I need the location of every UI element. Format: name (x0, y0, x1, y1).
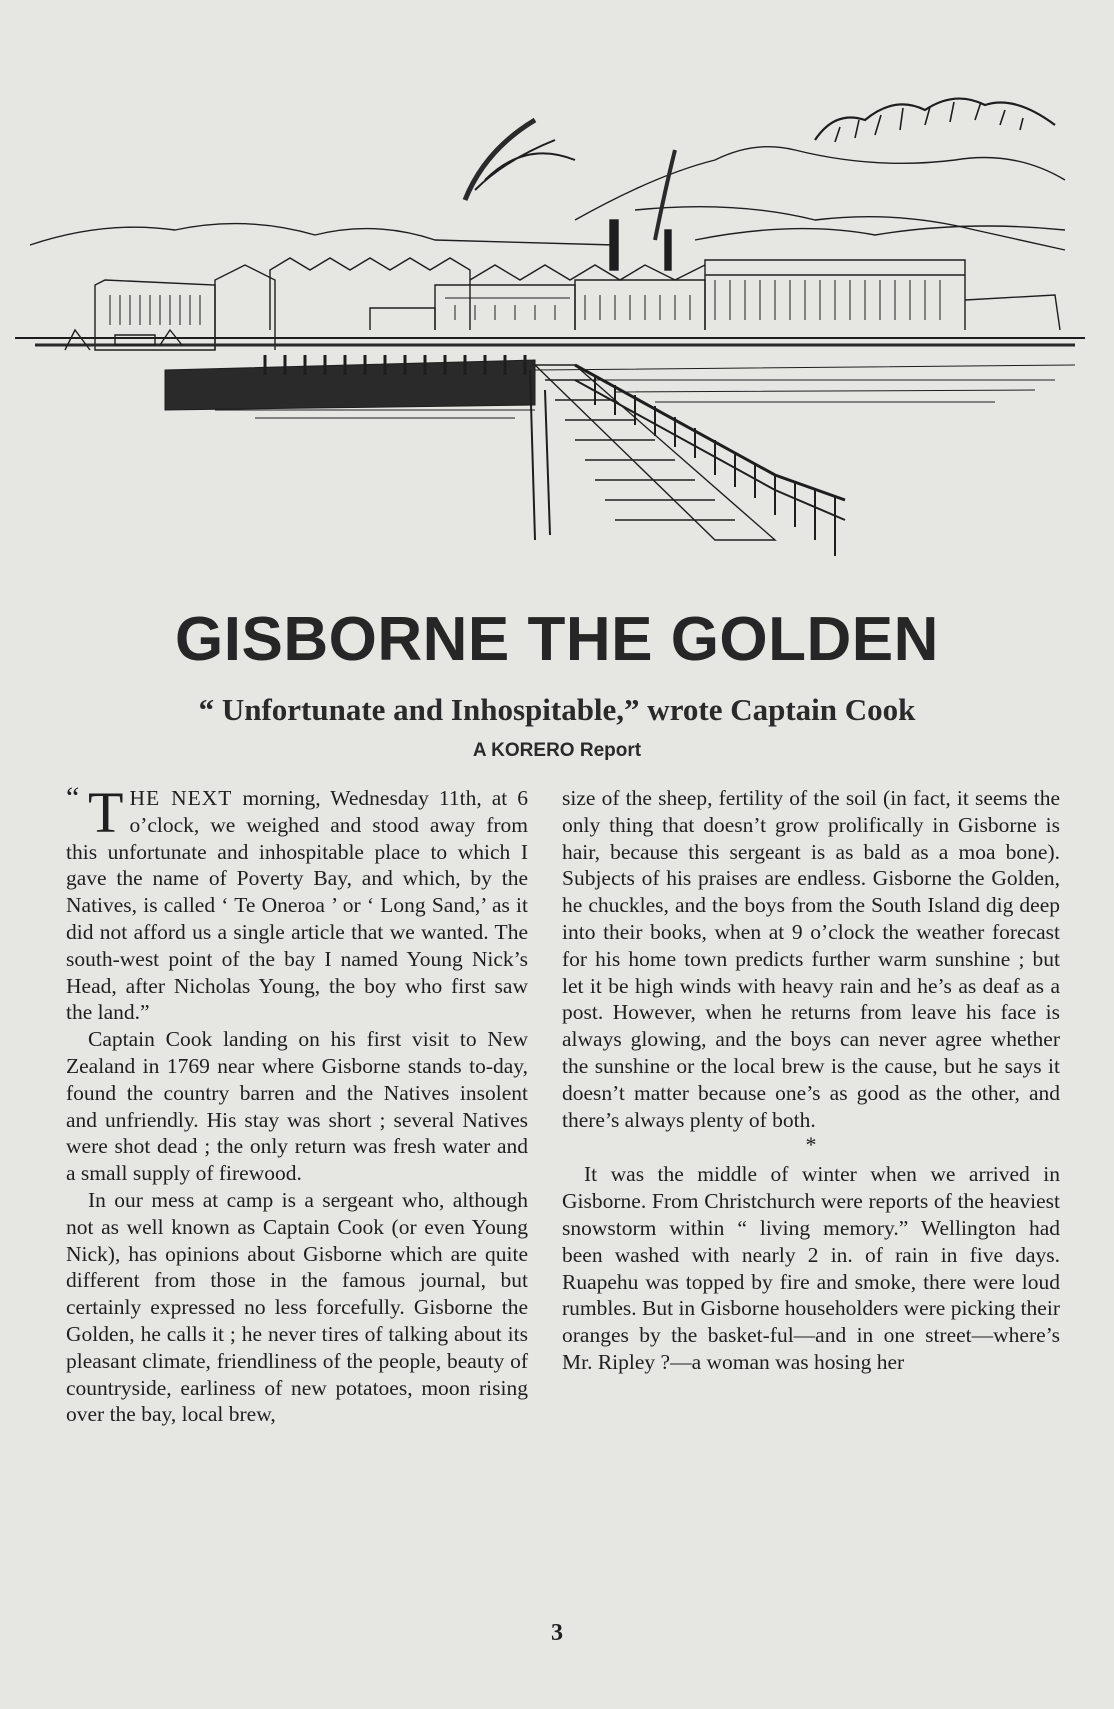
paragraph: In our mess at camp is a sergeant who, although not as well known as Captain Cook (or even Young Nick), has opinions about Gisborne which are quite different from those in the famous journal, but certainly expressed no less forcefully. Gisborne the Golden, he calls it ; he never tires of talking about its pleasant climate, friendliness of the people, beauty of countryside, earliness of new potatoes, moon rising over the bay, local brew, (66, 1187, 528, 1427)
opening-text: morning, Wednesday 11th, at 6 o’clock, we weighed and stood away from this unfortunate and inhospitable place to which I gave the name of Poverty Bay, and which, by the Natives, is called ‘ Te Oneroa ’ or ‘ Long Sand,’ as it did not afford us a single article that we wanted. The south-west point of the bay I named Young Nick’s Head, after Nicholas Young, the boy who first saw the land.” (66, 786, 528, 1025)
drop-cap: T (88, 780, 124, 845)
paragraph: It was the middle of winter when we arrived in Gisborne. From Christchurch were reports of the heaviest snowstorm within “ living memory.” Wellington had been washed with nearly 2 in. of rain in five days. Ruapehu was topped by fire and smoke, there were loud rumbles. But in Gisborne householders were picking their oranges by the basket-ful—and in one street—where’s Mr. Ripley ?—a woman was hosing her (562, 1162, 1060, 1374)
section-separator: * (805, 1132, 817, 1158)
paragraph: size of the sheep, fertility of the soil (in fact, it seems the only thing that doesn’t grow prolifically in Gisborne is hair, because this sergeant is as bald as a moa bone). Subjects of his praises are endless. Gisborne the Golden, he chuckles, and the boys from the South Island dig deep into their books, when at 9 o’clock the weather forecast for his home town predicts further warm sunshine ; but let it be high winds with heavy rain and he’s as deaf as a post. However, when he returns from leave his face is always glowing, and the boys can never agree whether the sunshine or the local brew is the cause, but he says it doesn’t matter because one’s as good as the other, and there’s always plenty of both. (562, 786, 1060, 1132)
opening-small-caps: HE NEXT (129, 786, 233, 810)
opening-quote-mark: “ (66, 781, 80, 814)
page-number: 3 (551, 1620, 563, 1646)
waterfront-illustration (15, 80, 1085, 620)
paragraph: Captain Cook landing on his first visit to New Zealand in 1769 near where Gisborne stands to-day, found the country barren and the Natives insolent and unfriendly. His stay was short ; several Natives were shot dead ; the only return was fresh water and a small supply of firewood. (66, 1027, 528, 1186)
article-byline: A KORERO Report (472, 740, 642, 761)
left-column (66, 780, 528, 1428)
opening-paragraph (66, 780, 528, 1026)
article-subtitle: “ Unfortunate and Inhospitable,” wrote Captain Cook (198, 692, 916, 727)
right-column (562, 785, 1060, 1376)
article-title: GISBORNE THE GOLDEN (175, 605, 939, 674)
